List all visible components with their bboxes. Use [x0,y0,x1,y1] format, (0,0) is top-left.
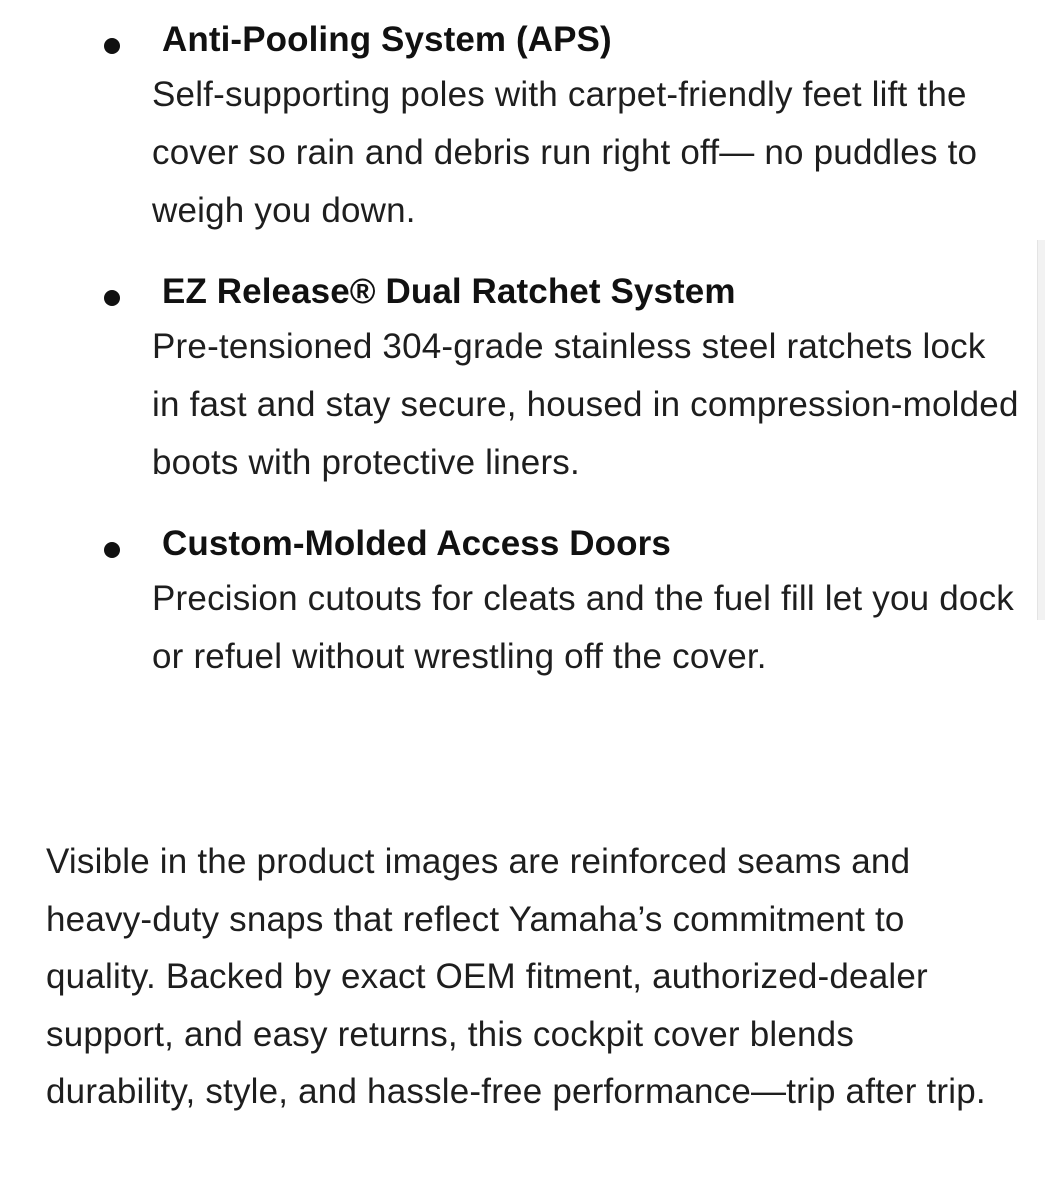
list-item [0,518,1045,686]
feature-description: Self-supporting poles with carpet-friendly feet lift the cover so rain and debris run right off— no puddles to weigh you down. [152,75,978,230]
list-item [0,14,1045,240]
bullet-icon [104,290,120,306]
feature-description: Pre-tensioned 304-grade stainless steel ratchets lock in fast and stay secure, housed in compression-molded boots with protective liners. [152,327,1019,482]
feature-title: Custom-Molded Access Doors [162,524,671,563]
feature-title: Anti-Pooling System (APS) [162,20,612,59]
feature-list [0,14,1045,712]
bullet-icon [104,38,120,54]
feature-title: EZ Release® Dual Ratchet System [162,272,736,311]
scrollbar[interactable] [1037,240,1045,620]
closing-paragraph: Visible in the product images are reinforced seams and heavy-duty snaps that reflect Yamaha’s commitment to quality. Backed by exact OEM fitment, authorized-dealer support, and easy returns, this cockpit cover blends durability, style, and hassle-free performance—trip after trip. [46,842,986,1111]
bullet-icon [104,542,120,558]
list-item [0,266,1045,492]
feature-description: Precision cutouts for cleats and the fuel fill let you dock or refuel without wrestling off the cover. [152,579,1014,676]
